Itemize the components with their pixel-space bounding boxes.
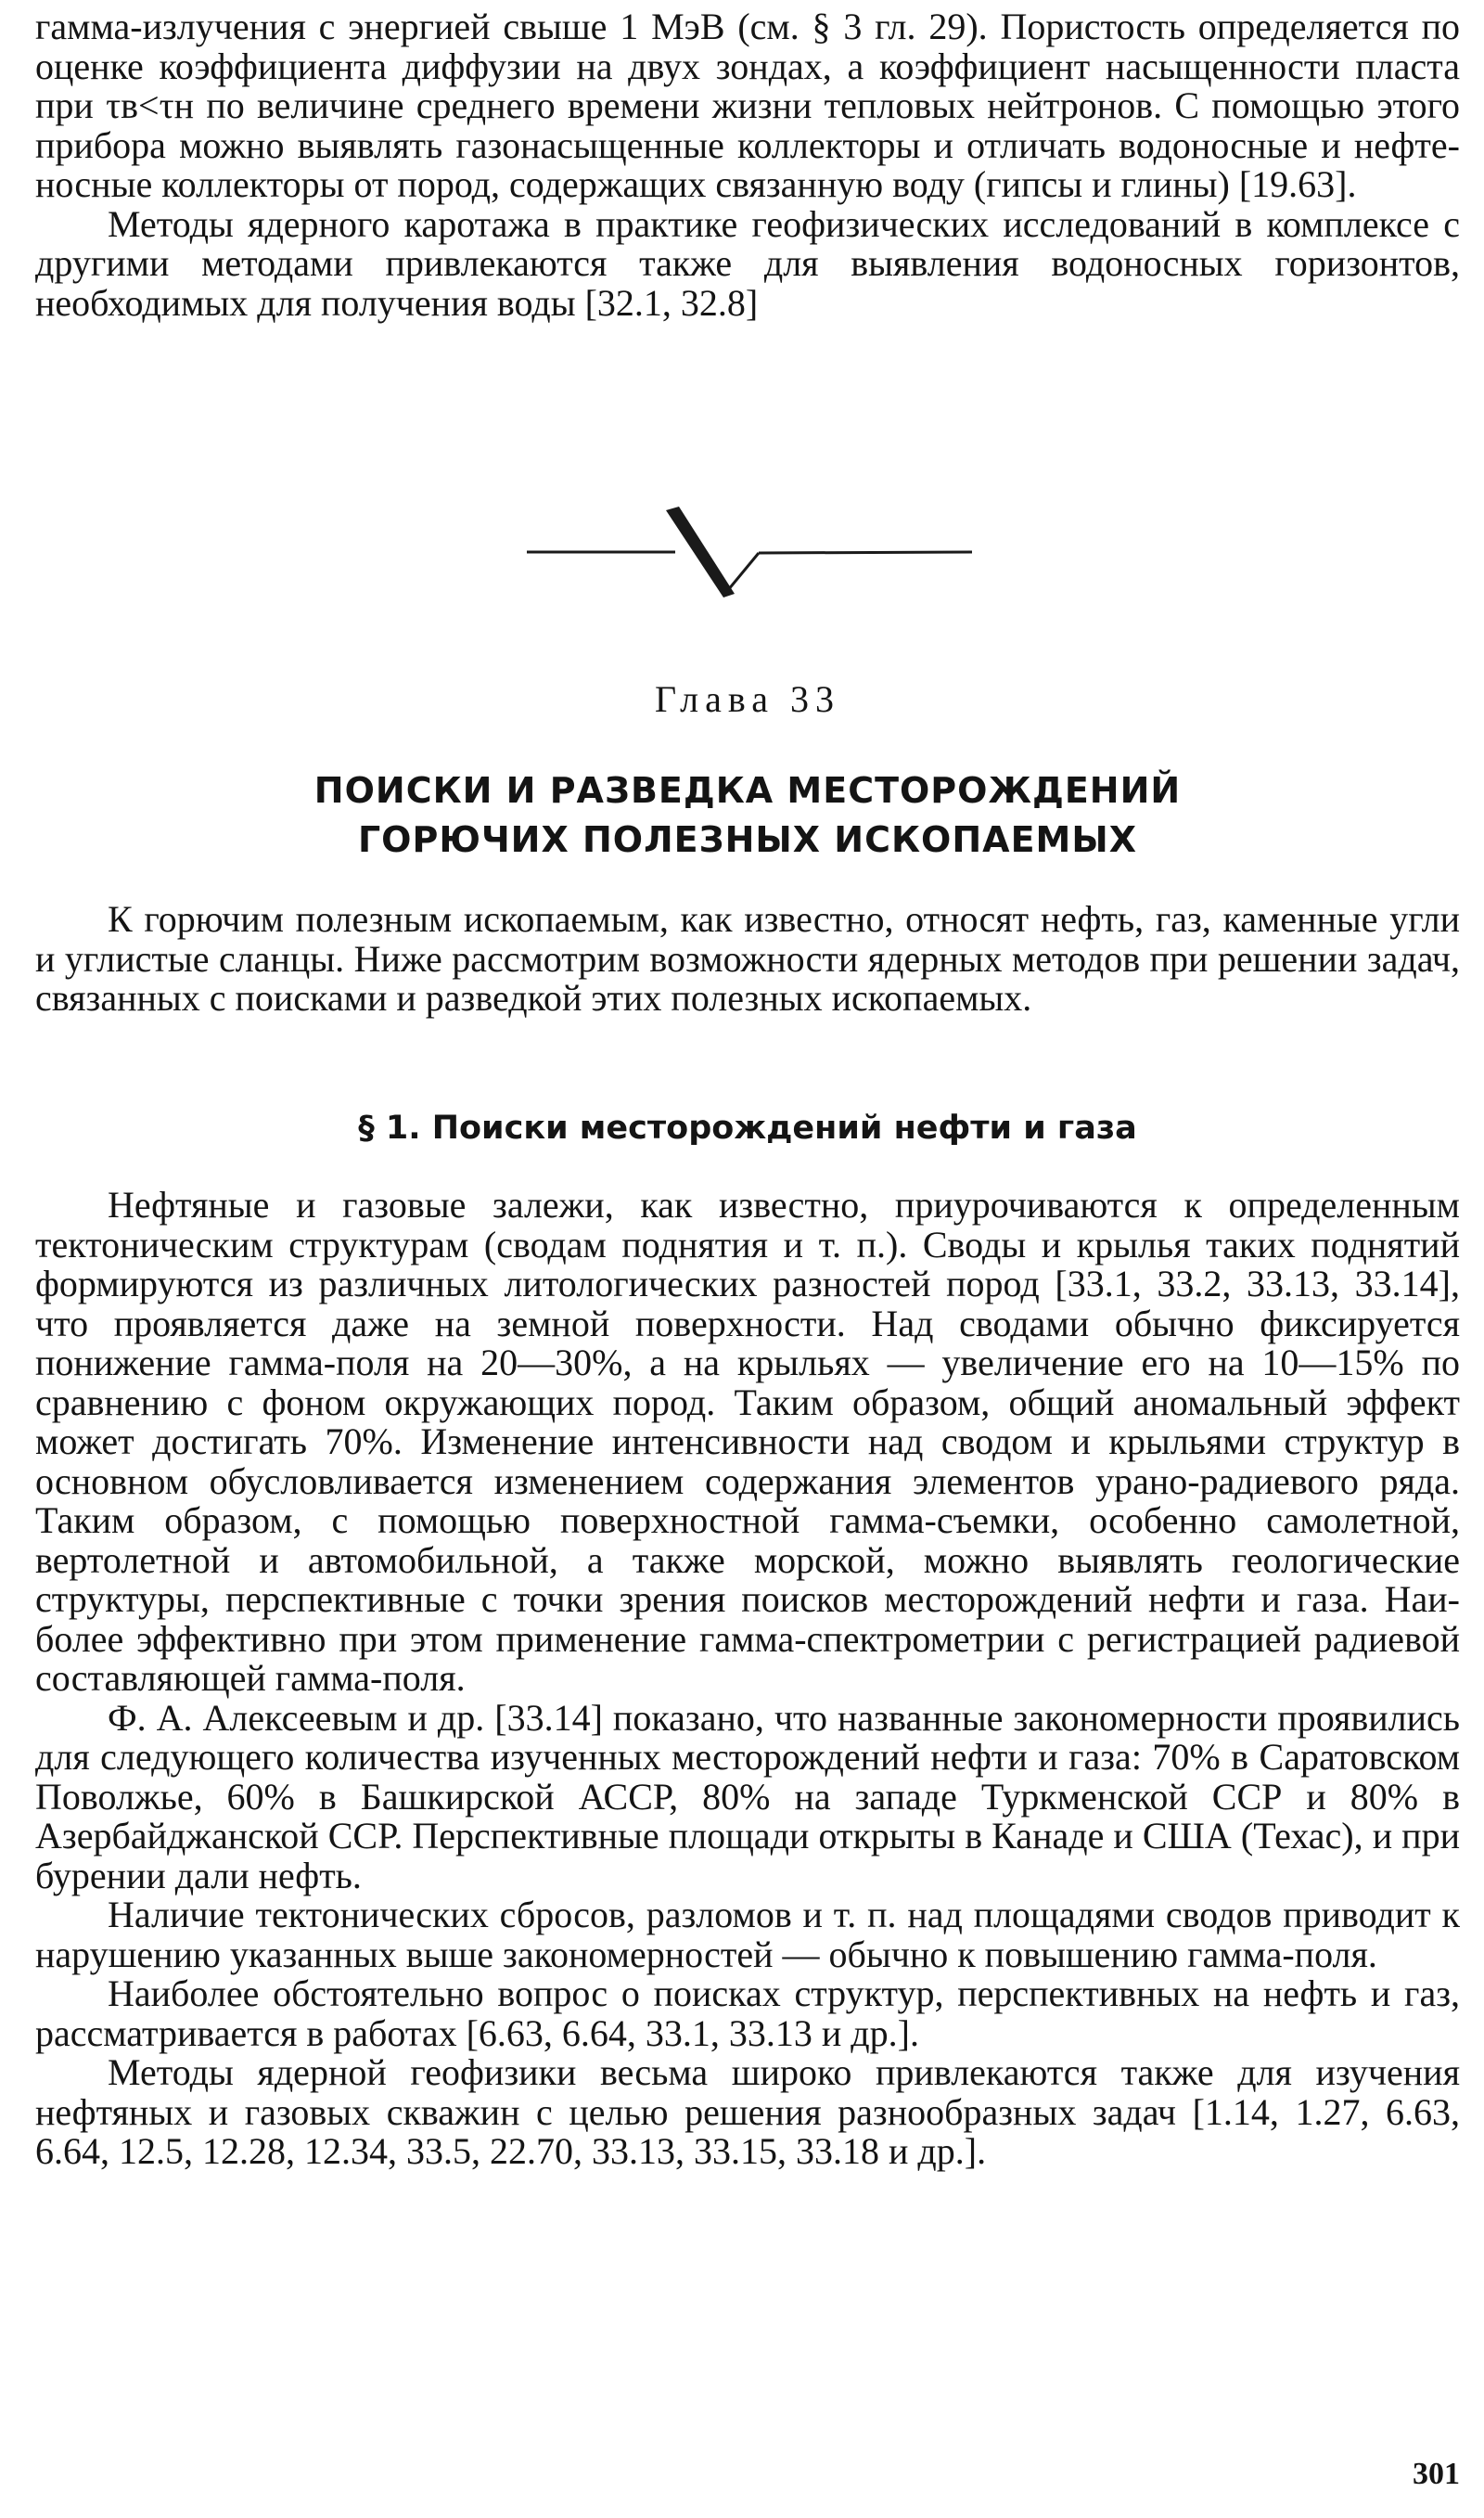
section-divider-ornament <box>527 501 972 603</box>
book-page <box>35 0 1460 2518</box>
paragraph: Наличие тектонических сбросов, разломов и т. п. над площадями сводов приводит к нарушению указанных выше закономерностей — обычно к повышению гамма-поля. <box>35 1894 1460 1975</box>
paragraph: Методы ядерной геофизики весьма широко привлекаются также для изучения нефтяных и газовых скважин с целью решения разнообразных задач [1.14, 1.27, 6.63, 6.64, 12.5, 12.28, 12.34, 33.5, 22.70, 33.13, 33.15, 33.18 и др.]. <box>35 2051 1460 2172</box>
paragraph: Методы ядерного каротажа в практике геофизических исследований в комплексе с другими методами привлекаются также для выявления водоносных горизонтов, необходимых для получения воды [32.1, 32.8] <box>35 202 1460 324</box>
chapter-label: Глава 33 <box>655 678 840 720</box>
continuation-text <box>35 7 1460 323</box>
chapter-title-line: ГОРЮЧИХ ПОЛЕЗНЫХ ИСКОПАЕМЫХ <box>357 819 1138 860</box>
paragraph: Наиболее обстоятельно вопрос о поисках структур, перспективных на нефть и газ, рассматривается в работах [6.63, 6.64, 33.1, 33.13 и др.]. <box>35 1972 1460 2054</box>
chapter-title-line: ПОИСКИ И РАЗВЕДКА МЕСТОРОЖДЕНИЙ <box>313 770 1182 811</box>
chapter-intro <box>35 900 1460 1019</box>
chapter-title <box>35 766 1460 865</box>
paragraph: гамма-излучения с энергией свыше 1 МэВ (см. § 3 гл. 29). Пористость определяется по оценке коэффициента диффузии на двух зондах, а коэффициент насыщенности пласта при τв<τн по величине среднего времени жизни тепловых нейтронов. С помощью этого прибора можно выявлять газонасыщенные коллекторы и отличать водоносные и нефтеносные коллекторы от пород, содержащих связанную воду (гипсы и глины) [19.63]. <box>35 6 1460 205</box>
section-body <box>35 1186 1460 2172</box>
section-heading: § 1. Поиски месторождений нефти и газа <box>358 1110 1137 1147</box>
paragraph: Нефтяные и газовые залежи, как известно, приурочиваются к определенным тектоническим структурам (сводам поднятия и т. п.). Своды и крылья таких поднятий формируются из различных литологических разностей пород [33.1, 33.2, 33.13, 33.14], что проявляется даже на земной поверхности. Над сводами обычно фиксируется понижение гамма-поля на 20—30%, а на крыльях — увеличение его на 10—15% по сравнению с фоном окружающих пород. Таким образом, общий аномальный эффект может достигать 70%. Изменение интенсивности над сводом и крыльями структур в основном обусловливается изменением содержания элементов урано-радиевого ряда. Таким образом, с помощью поверхностной гамма-съемки, особенно самолетной, вертолетной и автомобильной, а также морской, можно выявлять геологические структуры, перспективные с точки зрения поисков месторождений нефти и газа. Наиболее эффективно при этом применение гамма-спектрометрии с регистрацией радиевой составляющей гамма-поля. <box>35 1184 1460 1699</box>
page-number: 301 <box>1413 2457 1460 2491</box>
paragraph: К горючим полезным ископаемым, как известно, относят нефть, газ, каменные угли и углистые сланцы. Ниже рассмотрим возможности ядерных методов при решении задач, связанных с поисками и разведкой этих полезных ископаемых. <box>35 898 1460 1019</box>
paragraph: Ф. А. Алексеевым и др. [33.14] показано, что названные закономерности проявились для следующего количества изученных месторождений нефти и газа: 70% в Саратовском Поволжье, 60% в Башкирской АССР, 80% на западе Туркменской ССР и 80% в Азербайджанской ССР. Перспективные площади открыты в Канаде и США (Техас), и при бурении дали нефть. <box>35 1696 1460 1896</box>
